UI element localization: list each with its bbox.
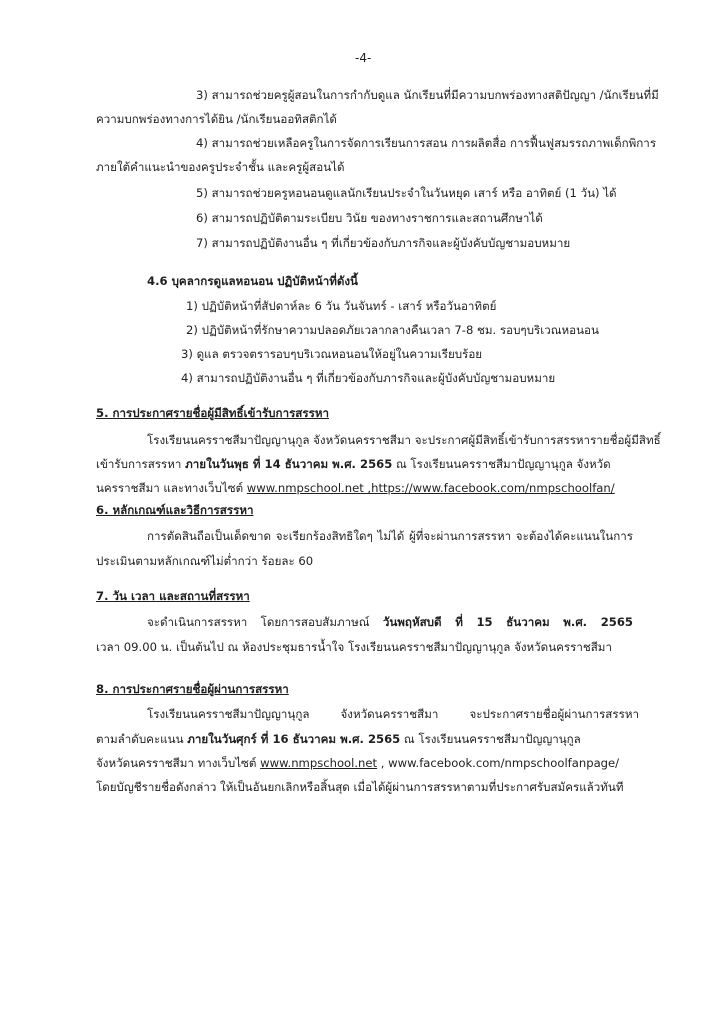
section-8-website-link[interactable]: www.nmpschool.net: [260, 756, 378, 770]
section-4-6-item-4: 4) สามารถปฏิบัติงานอื่น ๆ ที่เกี่ยวข้องกับภารกิจและผู้บังคับบัญชามอบหมาย: [181, 371, 556, 385]
item-7: 7) สามารถปฏิบัติงานอื่น ๆ ที่เกี่ยวข้องกับภารกิจและผู้บังคับบัญชามอบหมาย: [196, 236, 571, 250]
section-8-line4: โดยบัญชีรายชื่อดังกล่าว ให้เป็นอันยกเลิกหรือสิ้นสุด เมื่อได้ผู้ผ่านการสรรหาตามที่ประกาศรับสมัครแล้วทันที: [96, 780, 624, 794]
section-8-line1: โรงเรียนนครราชสีมาปัญญานุกูล จังหวัดนครราชสีมา จะประกาศรายชื่อผู้ผ่านการสรรหา: [147, 707, 639, 721]
section-8-line3: [96, 755, 619, 771]
section-7-date: วันพฤหัสบดี ที่ 15 ธันวาคม พ.ศ. 2565: [382, 615, 633, 629]
section-5-heading: 5. การประกาศรายชื่อผู้มีสิทธิ์เข้ารับการสรรหา: [96, 406, 329, 420]
section-4-6-item-1: 1) ปฏิบัติหน้าที่สัปดาห์ละ 6 วัน วันจันทร์ - เสาร์ หรือวันอาทิตย์: [186, 299, 497, 313]
item-5: 5) สามารถช่วยครูหอนอนดูแลนักเรียนประจำในวันหยุด เสาร์ หรือ อาทิตย์ (1 วัน) ได้: [196, 186, 617, 200]
section-8-facebook-link[interactable]: , www.facebook.com/nmpschoolfanpage/: [377, 756, 620, 770]
section-8-date: ภายในวันศุกร์ ที่ 16 ธันวาคม พ.ศ. 2565: [187, 732, 401, 746]
page-number: -4-: [355, 51, 372, 65]
item-6: 6) สามารถปฏิบัติตามระเบียบ วินัย ของทางราชการและสถานศึกษาได้: [196, 211, 543, 225]
section-5-line2: [96, 456, 611, 472]
section-5-line2-text: เข้ารับการสรรหา: [96, 457, 186, 471]
section-4-6-item-3: 3) ดูแล ตรวจตรารอบๆบริเวณหอนอนให้อยู่ในความเรียบร้อย: [181, 347, 483, 361]
section-4-6-heading: 4.6 บุคลากรดูแลหอนอน ปฏิบัติหน้าที่ดังนี้: [147, 274, 358, 288]
section-7-heading: 7. วัน เวลา และสถานที่สรรหา: [96, 589, 250, 603]
section-7-line2: เวลา 09.00 น. เป็นต้นไป ณ ห้องประชุมธารน้ำใจ โรงเรียนนครราชสีมาปัญญานุกูล จังหวัดนครราชสีมา: [96, 640, 612, 654]
item-3-line2: ความบกพร่องทางการได้ยิน /นักเรียนออทิสติกได้: [96, 112, 337, 126]
section-6-heading: 6. หลักเกณฑ์และวิธีการสรรหา: [96, 503, 254, 517]
section-8-line2: [96, 731, 581, 747]
item-4-line2: ภายใต้คำแนะนำของครูประจำชั้น และครูผู้สอนได้: [96, 160, 345, 174]
section-5-line2-rest: ณ โรงเรียนนครราชสีมาปัญญานุกูล จังหวัด: [392, 457, 611, 471]
section-5-line1: โรงเรียนนครราชสีมาปัญญานุกูล จังหวัดนครราชสีมา จะประกาศผู้มีสิทธิ์เข้ารับการสรรหารายชื่อผู้มีสิทธิ์: [147, 433, 661, 447]
section-8-line2-text: ตามลำดับคะแนน: [96, 732, 188, 746]
section-6-line1: การตัดสินถือเป็นเด็ดขาด จะเรียกร้องสิทธิใดๆ ไม่ได้ ผู้ที่จะผ่านการสรรหา จะต้องได้คะแนนในการ: [147, 529, 633, 543]
section-7-line1: [147, 614, 633, 630]
section-6-line2: ประเมินตามหลักเกณฑ์ไม่ต่ำกว่า ร้อยละ 60: [96, 554, 314, 568]
section-8-line3-text: จังหวัดนครราชสีมา ทางเว็บไซต์: [96, 756, 261, 770]
section-5-date: ภายในวันพุธ ที่ 14 ธันวาคม พ.ศ. 2565: [185, 457, 393, 471]
section-5-website-link[interactable]: www.nmpschool.net ,https://www.facebook.com/nmpschoolfan/: [246, 481, 615, 495]
section-5-line3-text: นครราชสีมา และทางเว็บไซต์: [96, 481, 247, 495]
item-3-line1: 3) สามารถช่วยครูผู้สอนในการกำกับดูแล นักเรียนที่มีความบกพร่องทางสติปัญญา /นักเรียนที่มี: [196, 88, 659, 102]
section-7-line1-text: จะดำเนินการสรรหา โดยการสอบสัมภาษณ์: [147, 615, 383, 629]
section-4-6-item-2: 2) ปฏิบัติหน้าที่รักษาความปลอดภัยเวลากลางคืนเวลา 7-8 ชม. รอบๆบริเวณหอนอน: [186, 323, 599, 337]
section-8-line2-rest: ณ โรงเรียนนครราชสีมาปัญญานุกูล: [400, 732, 581, 746]
item-4-line1: 4) สามารถช่วยเหลือครูในการจัดการเรียนการสอน การผลิตสื่อ การฟื้นฟูสมรรถภาพเด็กพิการ: [196, 136, 657, 150]
section-8-heading: 8. การประกาศรายชื่อผู้ผ่านการสรรหา: [96, 682, 289, 696]
section-5-line3: [96, 480, 615, 496]
